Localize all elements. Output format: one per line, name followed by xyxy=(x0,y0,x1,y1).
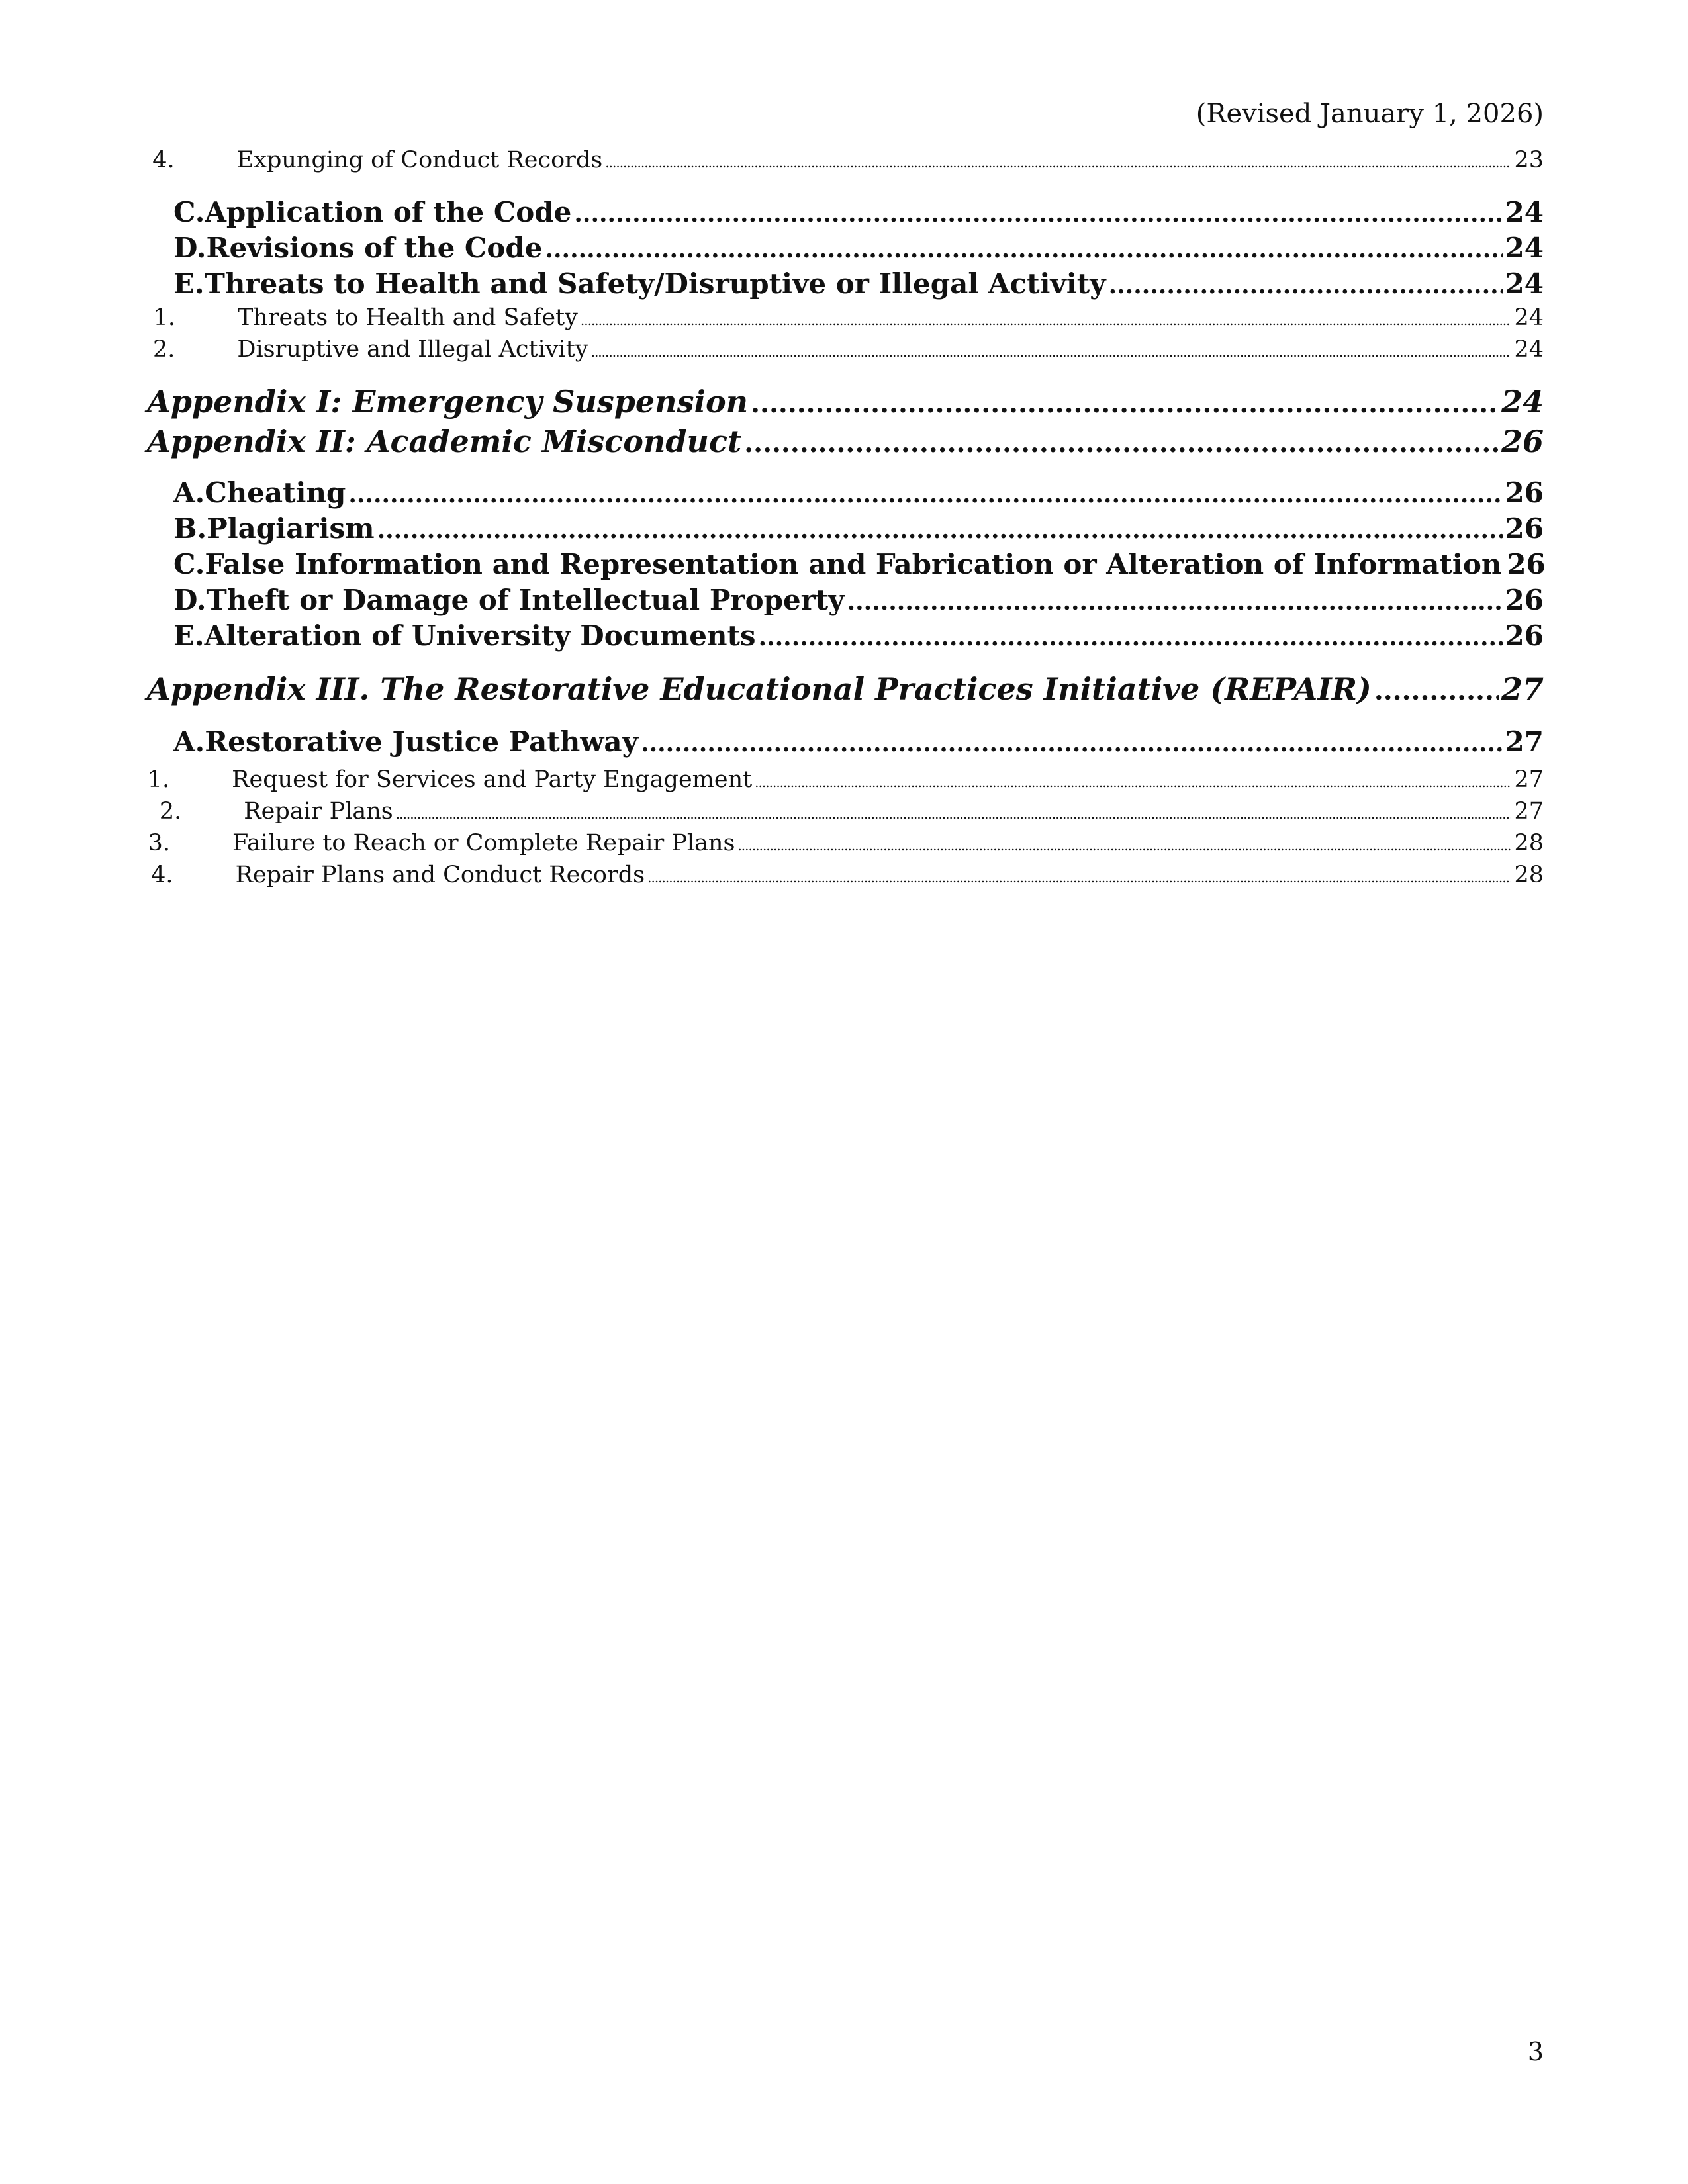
toc-entry-title: Appendix I: Emergency Suspension xyxy=(147,384,749,420)
toc-entry-title: Request for Services and Party Engagement xyxy=(232,766,753,793)
toc-entry[interactable] xyxy=(0,725,1544,760)
toc-entry[interactable] xyxy=(0,232,1544,266)
page-number: 3 xyxy=(1527,2037,1544,2066)
toc-entry[interactable] xyxy=(0,548,1544,582)
toc-entry-page: 27 xyxy=(1514,798,1544,825)
toc-entry[interactable] xyxy=(0,147,1544,176)
revision-date: (Revised January 1, 2026) xyxy=(1196,99,1544,129)
toc-dot-leader xyxy=(581,312,1512,328)
toc-entry-page: 24 xyxy=(1505,267,1544,300)
toc-entry-page: 23 xyxy=(1514,147,1544,173)
toc-entry-number: D. xyxy=(173,584,207,616)
toc-entry-number: A. xyxy=(173,477,205,509)
toc-entry-number: C. xyxy=(173,548,205,580)
toc-dot-leader xyxy=(377,516,1503,544)
toc-entry-page: 28 xyxy=(1514,830,1544,856)
toc-entry-title: False Information and Representation and Fabrication or Alteration of Information xyxy=(205,548,1502,580)
toc-entry[interactable] xyxy=(0,830,1544,859)
toc-entry-number: B. xyxy=(173,512,207,545)
toc-entry-number: D. xyxy=(173,232,207,264)
toc-entry-page: 24 xyxy=(1514,304,1544,331)
toc-entry-title: Application of the Code xyxy=(205,196,572,228)
toc-entry[interactable] xyxy=(0,267,1544,302)
toc-entry-page: 27 xyxy=(1514,766,1544,793)
toc-entry-title: Expunging of Conduct Records xyxy=(236,147,603,173)
toc-entry-title: Appendix II: Academic Misconduct xyxy=(147,424,742,459)
toc-entry-page: 28 xyxy=(1514,862,1544,888)
toc-dot-leader xyxy=(1374,675,1499,706)
toc-dot-leader xyxy=(1109,271,1503,299)
toc-entry-page: 24 xyxy=(1505,232,1544,264)
toc-dot-leader xyxy=(605,155,1511,171)
toc-entry-number: E. xyxy=(173,267,205,300)
toc-entry-page: 24 xyxy=(1505,196,1544,228)
toc-entry-number: C. xyxy=(173,196,205,228)
toc-entry-page: 24 xyxy=(1514,336,1544,363)
toc-entry-title: Failure to Reach or Complete Repair Plans xyxy=(232,830,735,856)
toc-entry-page: 26 xyxy=(1505,584,1544,616)
toc-entry-number: 1. xyxy=(153,304,175,331)
toc-entry-page: 26 xyxy=(1505,512,1544,545)
toc-entry[interactable] xyxy=(0,336,1544,365)
toc-entry[interactable] xyxy=(0,477,1544,511)
toc-entry[interactable] xyxy=(0,584,1544,618)
toc-entry-title: Restorative Justice Pathway xyxy=(205,725,639,758)
toc-dot-leader xyxy=(574,200,1502,228)
toc-entry-number: E. xyxy=(173,619,205,652)
toc-entry-title: Threats to Health and Safety xyxy=(237,304,578,331)
toc-entry-number: 2. xyxy=(159,798,182,825)
toc-entry[interactable] xyxy=(0,862,1544,891)
toc-entry-page: 26 xyxy=(1505,619,1544,652)
toc-entry-title: Alteration of University Documents xyxy=(204,619,756,652)
toc-entry[interactable] xyxy=(0,512,1544,547)
toc-entry[interactable] xyxy=(0,619,1544,654)
toc-entry-title: Appendix III. The Restorative Educational Practices Initiative (REPAIR) xyxy=(147,671,1372,707)
toc-entry-number: 4. xyxy=(151,862,173,888)
toc-entry-number: 3. xyxy=(148,830,171,856)
toc-entry-page: 26 xyxy=(1501,424,1544,459)
toc-entry-number: A. xyxy=(173,725,205,758)
toc-entry-title: Disruptive and Illegal Activity xyxy=(237,336,588,363)
toc-entry-page: 27 xyxy=(1501,671,1544,707)
toc-entry-number: 2. xyxy=(153,336,175,363)
toc-entry[interactable] xyxy=(0,304,1544,334)
toc-entry[interactable] xyxy=(0,766,1544,796)
toc-entry-page: 26 xyxy=(1505,477,1544,509)
toc-dot-leader xyxy=(591,344,1512,360)
toc-entry-title: Plagiarism xyxy=(207,512,375,545)
toc-dot-leader xyxy=(759,623,1503,651)
toc-dot-leader xyxy=(545,236,1502,263)
toc-entry-title: Cheating xyxy=(205,477,346,509)
toc-dot-leader xyxy=(647,870,1511,886)
toc-entry[interactable] xyxy=(0,196,1544,230)
toc-entry-title: Theft or Damage of Intellectual Property xyxy=(206,584,845,616)
toc-entry[interactable] xyxy=(0,798,1544,827)
toc-entry[interactable] xyxy=(0,384,1544,422)
toc-entry-number: 4. xyxy=(152,147,175,173)
toc-dot-leader xyxy=(641,729,1502,757)
toc-entry-title: Revisions of the Code xyxy=(206,232,543,264)
toc-dot-leader xyxy=(751,388,1499,419)
toc-entry-page: 27 xyxy=(1505,725,1544,758)
toc-dot-leader xyxy=(737,838,1511,854)
toc-dot-leader xyxy=(755,774,1511,790)
toc-entry[interactable] xyxy=(0,671,1544,709)
toc-entry-number: 1. xyxy=(147,766,170,793)
toc-entry-page: 24 xyxy=(1501,384,1544,420)
toc-dot-leader xyxy=(396,806,1512,822)
toc-entry-title: Threats to Health and Safety/Disruptive or Illegal Activity xyxy=(204,267,1106,300)
toc-entry-page: 26 xyxy=(1507,548,1546,580)
toc-entry[interactable] xyxy=(0,424,1544,462)
toc-dot-leader xyxy=(744,428,1499,459)
toc-entry-title: Repair Plans xyxy=(244,798,393,825)
toc-dot-leader xyxy=(348,480,1502,508)
toc-dot-leader xyxy=(847,588,1503,615)
toc-entry-title: Repair Plans and Conduct Records xyxy=(235,862,645,888)
